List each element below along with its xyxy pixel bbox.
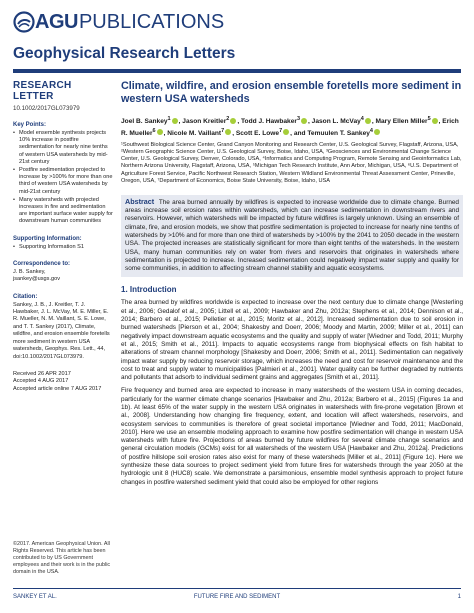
article-type: RESEARCH LETTER [13,80,72,102]
author-affil-sup: 2 [226,116,230,122]
orcid-icon[interactable] [374,129,380,135]
agu-globe-icon [13,11,35,33]
citation-text: Sankey, J. B., J. Kreitler, T. J. Hawbaker, J. L. McVay, M. E. Miller, E. R. Mueller, N. M. Vaillant, S. E. Lowe, and T. T. Sankey (2017), Climate, wildfire, and erosion ensemble foretells more sediment in western USA watersheds, Geophys. Res. Lett., 44, doi:10.1002/2017GL073979. [13,301,110,360]
article-main [121,80,463,487]
key-point: • Model ensemble synthesis projects 10% increase in postfire sedimentation for nearly nine tenths of western USA watersheds by mid-21st century [13,130,113,166]
author-affil-sup: 1 [167,116,171,122]
citation-heading: Citation: [13,293,38,300]
supporting-info-list [13,244,113,251]
footer-running-title: FUTURE FIRE AND SEDIMENT [193,594,281,600]
intro-paragraph-2: Fire frequency and burned area are expected to increase in many watersheds of the western USA in coming decades, particularly for the warmer climate change scenarios [Hawbaker and Zhu, 2012a; Barbero et al., 2015] (Figures 1a and 1b). At least 65% of the water supply in the western USA originates in watersheds with fire-prone vegetation [Brown et al., 2008]. Understanding how changing fire frequency, extent, and location will affect watersheds, reservoirs, and ecosystem services to communities is therefore of great societal importance [Wiedner and Todd, 2011; MacDonald, 2010]. Here we use an ensemble modeling approach to examine how postfire sedimentation will change in western USA watersheds with future fire. Projections of areas burned by future wildfires for several climate change scenarios and general circulation models (GCMs) exist for all watersheds of the western USA [Hawbaker and Zhu, 2012a]. Predictions of postfire hillslope soil erosion rates also exist for many of these watersheds [Miller et al., 2011] (Figure 1c). Here we synthesize these data sources to project sediment yield from future fires for watersheds through the year 2050 at the hydrologic unit 8 (HUC8) scale. We demonstrate a parsimonious, ensemble model synthesis approach to project future changes in postfire watershed sediment yield that could also be employed for other regions [121,387,463,486]
key-point: • Many watersheds with projected increases in fire and sedimentation are important surface water supply for downstream human communities [13,197,113,226]
correspondence-heading: Correspondence to: [13,260,71,267]
orcid-icon[interactable] [432,118,438,124]
author-affil-sup: 7 [221,127,225,134]
author-name[interactable]: Scott E. Lowe [235,129,280,137]
supporting-info-link[interactable]: • Supporting Information S1 [13,244,113,251]
author-affil-sup: 4 [369,127,373,134]
accepted-date: Accepted 4 AUG 2017 [13,378,69,385]
orcid-icon[interactable] [365,118,371,124]
author-name[interactable]: Erich R. Mueller [121,118,459,137]
page-number: 1 [457,594,461,600]
supporting-info-heading: Supporting Information: [13,235,82,242]
journal-title[interactable]: Geophysical Research Letters [13,45,236,62]
abstract-heading: Abstract [125,196,155,206]
logo-publications-text: PUBLICATIONS [78,10,225,33]
copyright-notice: ©2017. American Geophysical Union. All Rights Reserved. This article has been contributed to by US Government employees and their work is in the public domain in the USA. [13,541,111,575]
abstract-paragraph [125,198,459,274]
intro-paragraph-1: The area burned by wildfires worldwide is expected to increase over the next century due to climate change [Westerling et al., 2006; Gedalof et al., 2005; Littell et al., 2009; Hawbaker and Zhu, 2012a; Stephens et al., 2014; Dennison et al., 2014; Barbero et al., 2015; Pelletier et al., 2015; Moritz et al., 2012]. Increased sedimentation due to soil erosion in burned watersheds [Pierson et al., 2004; Shakesby and Doerr, 2006; Moody and Martin, 2009; Miller et al., 2011] can negatively impact downstream aquatic ecosystems and the quality and supply of water [Wiedner and Todd, 2011; Murphy et al., 2015; Smith et al., 2011]. Impacts to aquatic ecosystems range from biophysical effects on fish habitat to alterations of stream channel morphology [Shakesby and Doerr, 2006; Smith et al., 2011]. Sedimentation can negatively impact water supply by reducing reservoir storage, which increases the need and cost for reservoir maintenance and the cost to treat and supply water to municipalities [Palmieri et al., 2001]. Water quality can be further degraded by nutrients and pollutants that adsorb to individual sediment grains and aggregates [Smith et al., 2011]. [121,299,463,382]
abstract-section [121,195,463,278]
online-date: Accepted article online 7 AUG 2017 [13,385,102,392]
key-points-list [13,130,113,226]
orcid-icon[interactable] [157,129,163,135]
affiliations: ¹Southwest Biological Science Center, Grand Canyon Monitoring and Research Center, U.S. Geological Survey, Flagstaff, Arizona, USA, ²Western Geographic Science Center, U.S. Geological Survey, Boise, Idaho, USA, ³Geosciences and Environmental Change Science Center, U.S. Geological Survey, Denver, Colorado, USA, ⁴Informatics and Computing Program, Remote Sensing and Geoinformatics Lab, Northern Arizona University, Flagstaff, Arizona, USA, ⁵Michigan Tech Research Institute, Ann Arbor, Michigan, USA, ⁶U.S. Department of Agriculture Forest Service, Pacific Northwest Research Station, Western Wildland Environmental Threat Assessment Center, Prineville, Oregon, USA, ⁷Department of Economics, Boise State University, Boise, Idaho, USA [121,142,462,184]
author-name[interactable]: Temuulen T. Sankey [307,129,370,137]
key-points-heading: Key Points: [13,122,47,128]
author-list: Joel B. Sankey$^1$ , Jason Kreitler$^2$ , Todd J. Hawbaker$^3$ , Jason L. McVay$^4$ , Mary Ellen Miller$^5$ , Erich R. Mueller$^6$ , Nicole M. Vaillant$^7$ , Scott E. Lowe$^7$ , and Temuulen T. Sankey$^4$ [121,116,459,137]
doi-link[interactable]: 10.1002/2017GL073979 [13,105,80,112]
author-affil-sup: 4 [360,116,364,122]
article-title: Climate, wildfire, and erosion ensemble foretells more sediment in western USA watersheds [121,80,462,105]
correspondence-name: J. B. Sankey, [13,268,46,275]
correspondence-email[interactable]: jsankey@usgs.gov [13,276,61,283]
footer-rule [13,588,461,589]
orcid-icon[interactable] [172,118,178,124]
orcid-icon[interactable] [225,129,231,135]
author-name[interactable]: Mary Ellen Miller [375,118,428,126]
orcid-icon[interactable] [230,118,236,124]
orcid-icon[interactable] [283,129,289,135]
author-name[interactable]: Joel B. Sankey [121,118,168,126]
author-name[interactable]: Jason Kreitler [182,118,227,126]
footer-authors: SANKEY ET AL. [13,594,57,600]
introduction-heading: 1. Introduction [121,285,177,295]
author-affil-sup: 6 [152,127,156,134]
author-name[interactable]: Nicole M. Vaillant [167,129,222,137]
key-point: • Postfire sedimentation projected to increase by >100% for more than one third of western USA watersheds by mid-21st century [13,167,113,196]
abstract-text: The area burned annually by wildfires is expected to increase worldwide due to climate change. Burned areas increase soil erosion rates within watersheds, which can increase sedimentation in downstream rivers and reservoirs. However, which watersheds will be impacted by future wildfires is largely unknown. Using an ensemble of climate, fire, and erosion models, we show that postfire sedimentation is projected to increase for nearly nine tenths of watersheds by >10% and for more than one third of watersheds by >100% by the 2041 to 2050 decade in the western USA. The projected increases are statistically significant for more than eight tenths of the watersheds. In the western USA, many human communities rely on water from rivers and reservoirs that originates in watersheds where sedimentation is projected to increase. Increased sedimentation could negatively impact water supply and quality for some communities, in addition to affecting stream channel stability and aquatic ecosystems. [125,198,459,273]
header-rule [13,69,461,73]
author-affil-sup: 3 [296,116,300,122]
author-affil-sup: 5 [427,116,431,122]
agu-publications-logo [13,10,224,34]
orcid-icon[interactable] [301,118,307,124]
author-name[interactable]: Todd J. Hawbaker [241,118,297,126]
sidebar [13,80,113,393]
author-name[interactable]: Jason L. McVay [311,118,361,126]
received-date: Received 26 APR 2017 [13,370,71,377]
logo-agu-text: AGU [35,10,78,33]
author-affil-sup: 7 [279,127,283,134]
